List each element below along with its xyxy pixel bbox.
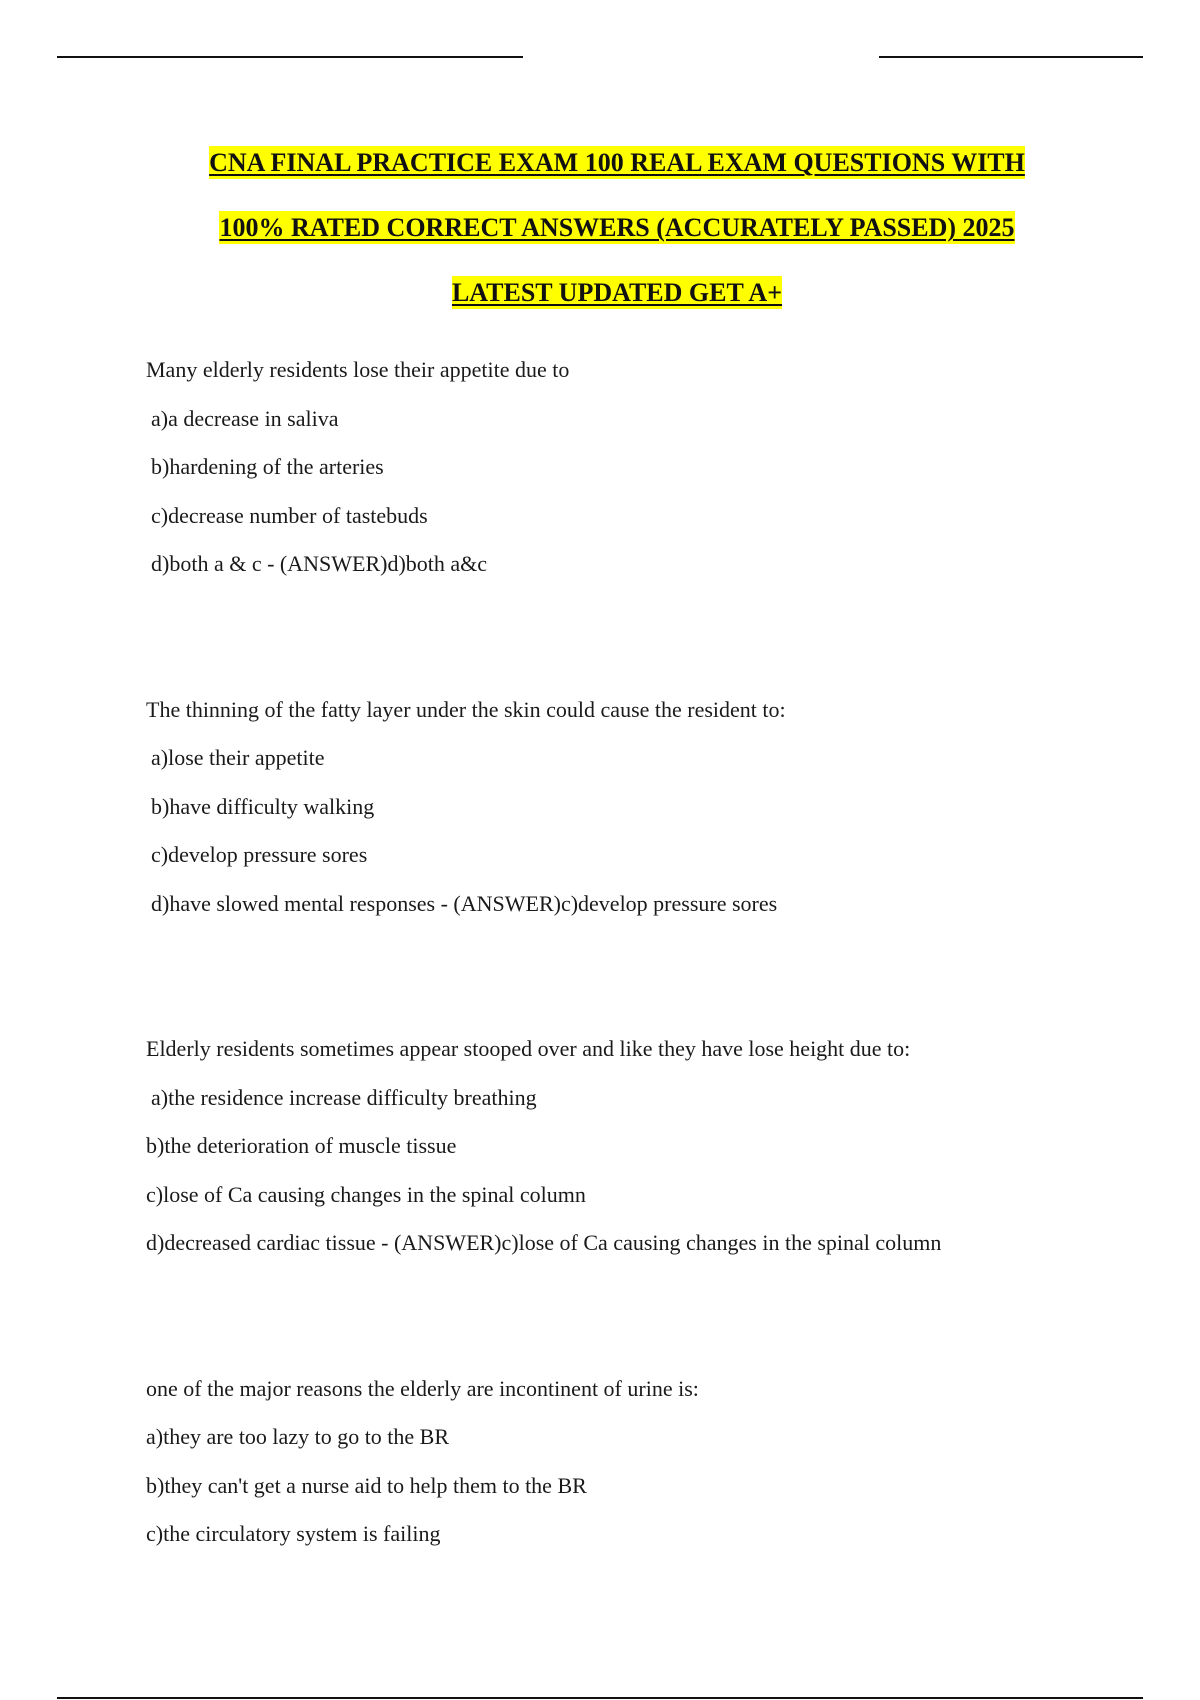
answer-option: b)the deterioration of muscle tissue xyxy=(146,1133,457,1158)
answer-option: b)they can't get a nurse aid to help them to the BR xyxy=(146,1472,587,1498)
title-line-text: CNA FINAL PRACTICE EXAM 100 REAL EXAM QUESTIONS WITH xyxy=(209,148,1025,177)
answer-option-with-answer: d)both a & c - (ANSWER)d)both a&c xyxy=(151,551,488,576)
answer-option: c)the circulatory system is failing xyxy=(146,1521,441,1546)
title-line xyxy=(0,140,1200,205)
title-line xyxy=(0,270,1200,335)
question-3 xyxy=(146,1029,1146,1272)
answer-option: a)the residence increase difficulty breathing xyxy=(151,1084,537,1110)
question-4 xyxy=(146,1369,1146,1563)
answer-option-with-answer: d)have slowed mental responses - (ANSWER)c)develop pressure sores xyxy=(151,890,778,916)
question-2 xyxy=(146,690,1146,933)
answer-option: c)lose of Ca causing changes in the spinal column xyxy=(146,1181,586,1207)
answer-option: b)hardening of the arteries xyxy=(151,454,384,479)
question-prompt: Elderly residents sometimes appear stooped over and like they have lose height due to: xyxy=(146,1036,911,1061)
answer-option: a)they are too lazy to go to the BR xyxy=(146,1424,450,1449)
title-line-text: 100% RATED CORRECT ANSWERS (ACCURATELY PASSED) 2025 xyxy=(219,213,1015,242)
question-list xyxy=(146,350,1146,1563)
header-rule-right xyxy=(879,56,1143,58)
answer-option-with-answer: d)decreased cardiac tissue - (ANSWER)c)lose of Ca causing changes in the spinal column xyxy=(146,1230,942,1255)
header-rule-left xyxy=(57,56,523,58)
question-spacer xyxy=(146,593,1146,690)
footer-rule xyxy=(57,1697,1143,1699)
question-spacer xyxy=(146,932,1146,1029)
document-title xyxy=(0,140,1200,335)
answer-option: b)have difficulty walking xyxy=(151,793,375,819)
question-prompt: one of the major reasons the elderly are incontinent of urine is: xyxy=(146,1375,699,1401)
answer-option: a)lose their appetite xyxy=(151,745,325,770)
question-spacer xyxy=(146,1272,1146,1369)
title-line-text: LATEST UPDATED GET A+ xyxy=(451,278,783,307)
question-1 xyxy=(146,350,1146,593)
title-line xyxy=(0,205,1200,270)
question-prompt: The thinning of the fatty layer under the skin could cause the resident to: xyxy=(146,696,786,722)
answer-option: a)a decrease in saliva xyxy=(151,405,339,431)
answer-option: c)develop pressure sores xyxy=(151,842,368,867)
answer-option: c)decrease number of tastebuds xyxy=(151,502,428,528)
question-prompt: Many elderly residents lose their appetite due to xyxy=(146,357,570,382)
